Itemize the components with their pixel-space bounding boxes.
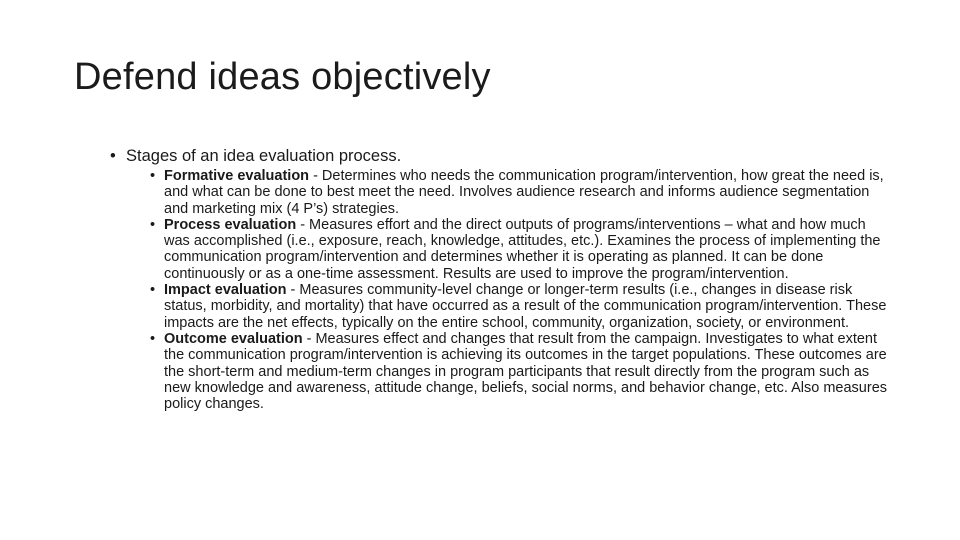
bullet-glyph: • xyxy=(150,282,156,299)
slide-title: Defend ideas objectively xyxy=(74,56,491,98)
bullet-glyph: • xyxy=(110,147,116,165)
item-term: Outcome evaluation xyxy=(164,330,303,347)
bullet-glyph: • xyxy=(150,216,156,233)
item-term: Formative evaluation xyxy=(164,168,310,184)
item-text: - Measures community-level change or longer-term results (i.e., changes in disease risk status, morbidity, and mortality) that have occurred as a result of the communication program/intervention. These impacts are the net effects, typically on the entire school, community, organization, society, or environment. xyxy=(164,282,887,331)
main-bullet xyxy=(110,146,890,166)
item-text: - Measures effort and the direct outputs of programs/interventions – what and how much was accomplished (i.e., exposure, reach, knowledge, attitudes, etc.). Examines the process of implementing the communication program/intervention and determines whether it is operating as planned. It can be done continuously or as a one-time assessment. Results are used to improve the program/intervention. xyxy=(164,216,881,282)
list-item-impact xyxy=(148,282,890,331)
item-text: - Measures effect and changes that result from the campaign. Investigates to what extent the communication program/intervention is achieving its outcomes in the target populations. These outcomes are the short-term and medium-term changes in program participants that result directly from the program such as new knowledge and awareness, attitude change, beliefs, social norms, and behavior change, etc. Also measures policy changes. xyxy=(164,330,888,413)
evaluation-stages-list xyxy=(148,168,890,412)
item-term: Process evaluation xyxy=(164,216,297,233)
item-text: - Determines who needs the communication program/intervention, how great the need is, and what can be done to best meet the need. Involves audience research and informs audience segmentation and marketing mix (4 P’s) strategies. xyxy=(164,168,884,217)
main-bullet-text: Stages of an idea evaluation process. xyxy=(126,147,402,165)
bullet-glyph: • xyxy=(150,330,156,347)
list-item-process xyxy=(148,217,890,282)
item-term: Impact evaluation xyxy=(164,282,287,299)
list-item-formative xyxy=(148,168,890,217)
list-item-outcome xyxy=(148,331,890,412)
bullet-glyph: • xyxy=(150,168,156,184)
